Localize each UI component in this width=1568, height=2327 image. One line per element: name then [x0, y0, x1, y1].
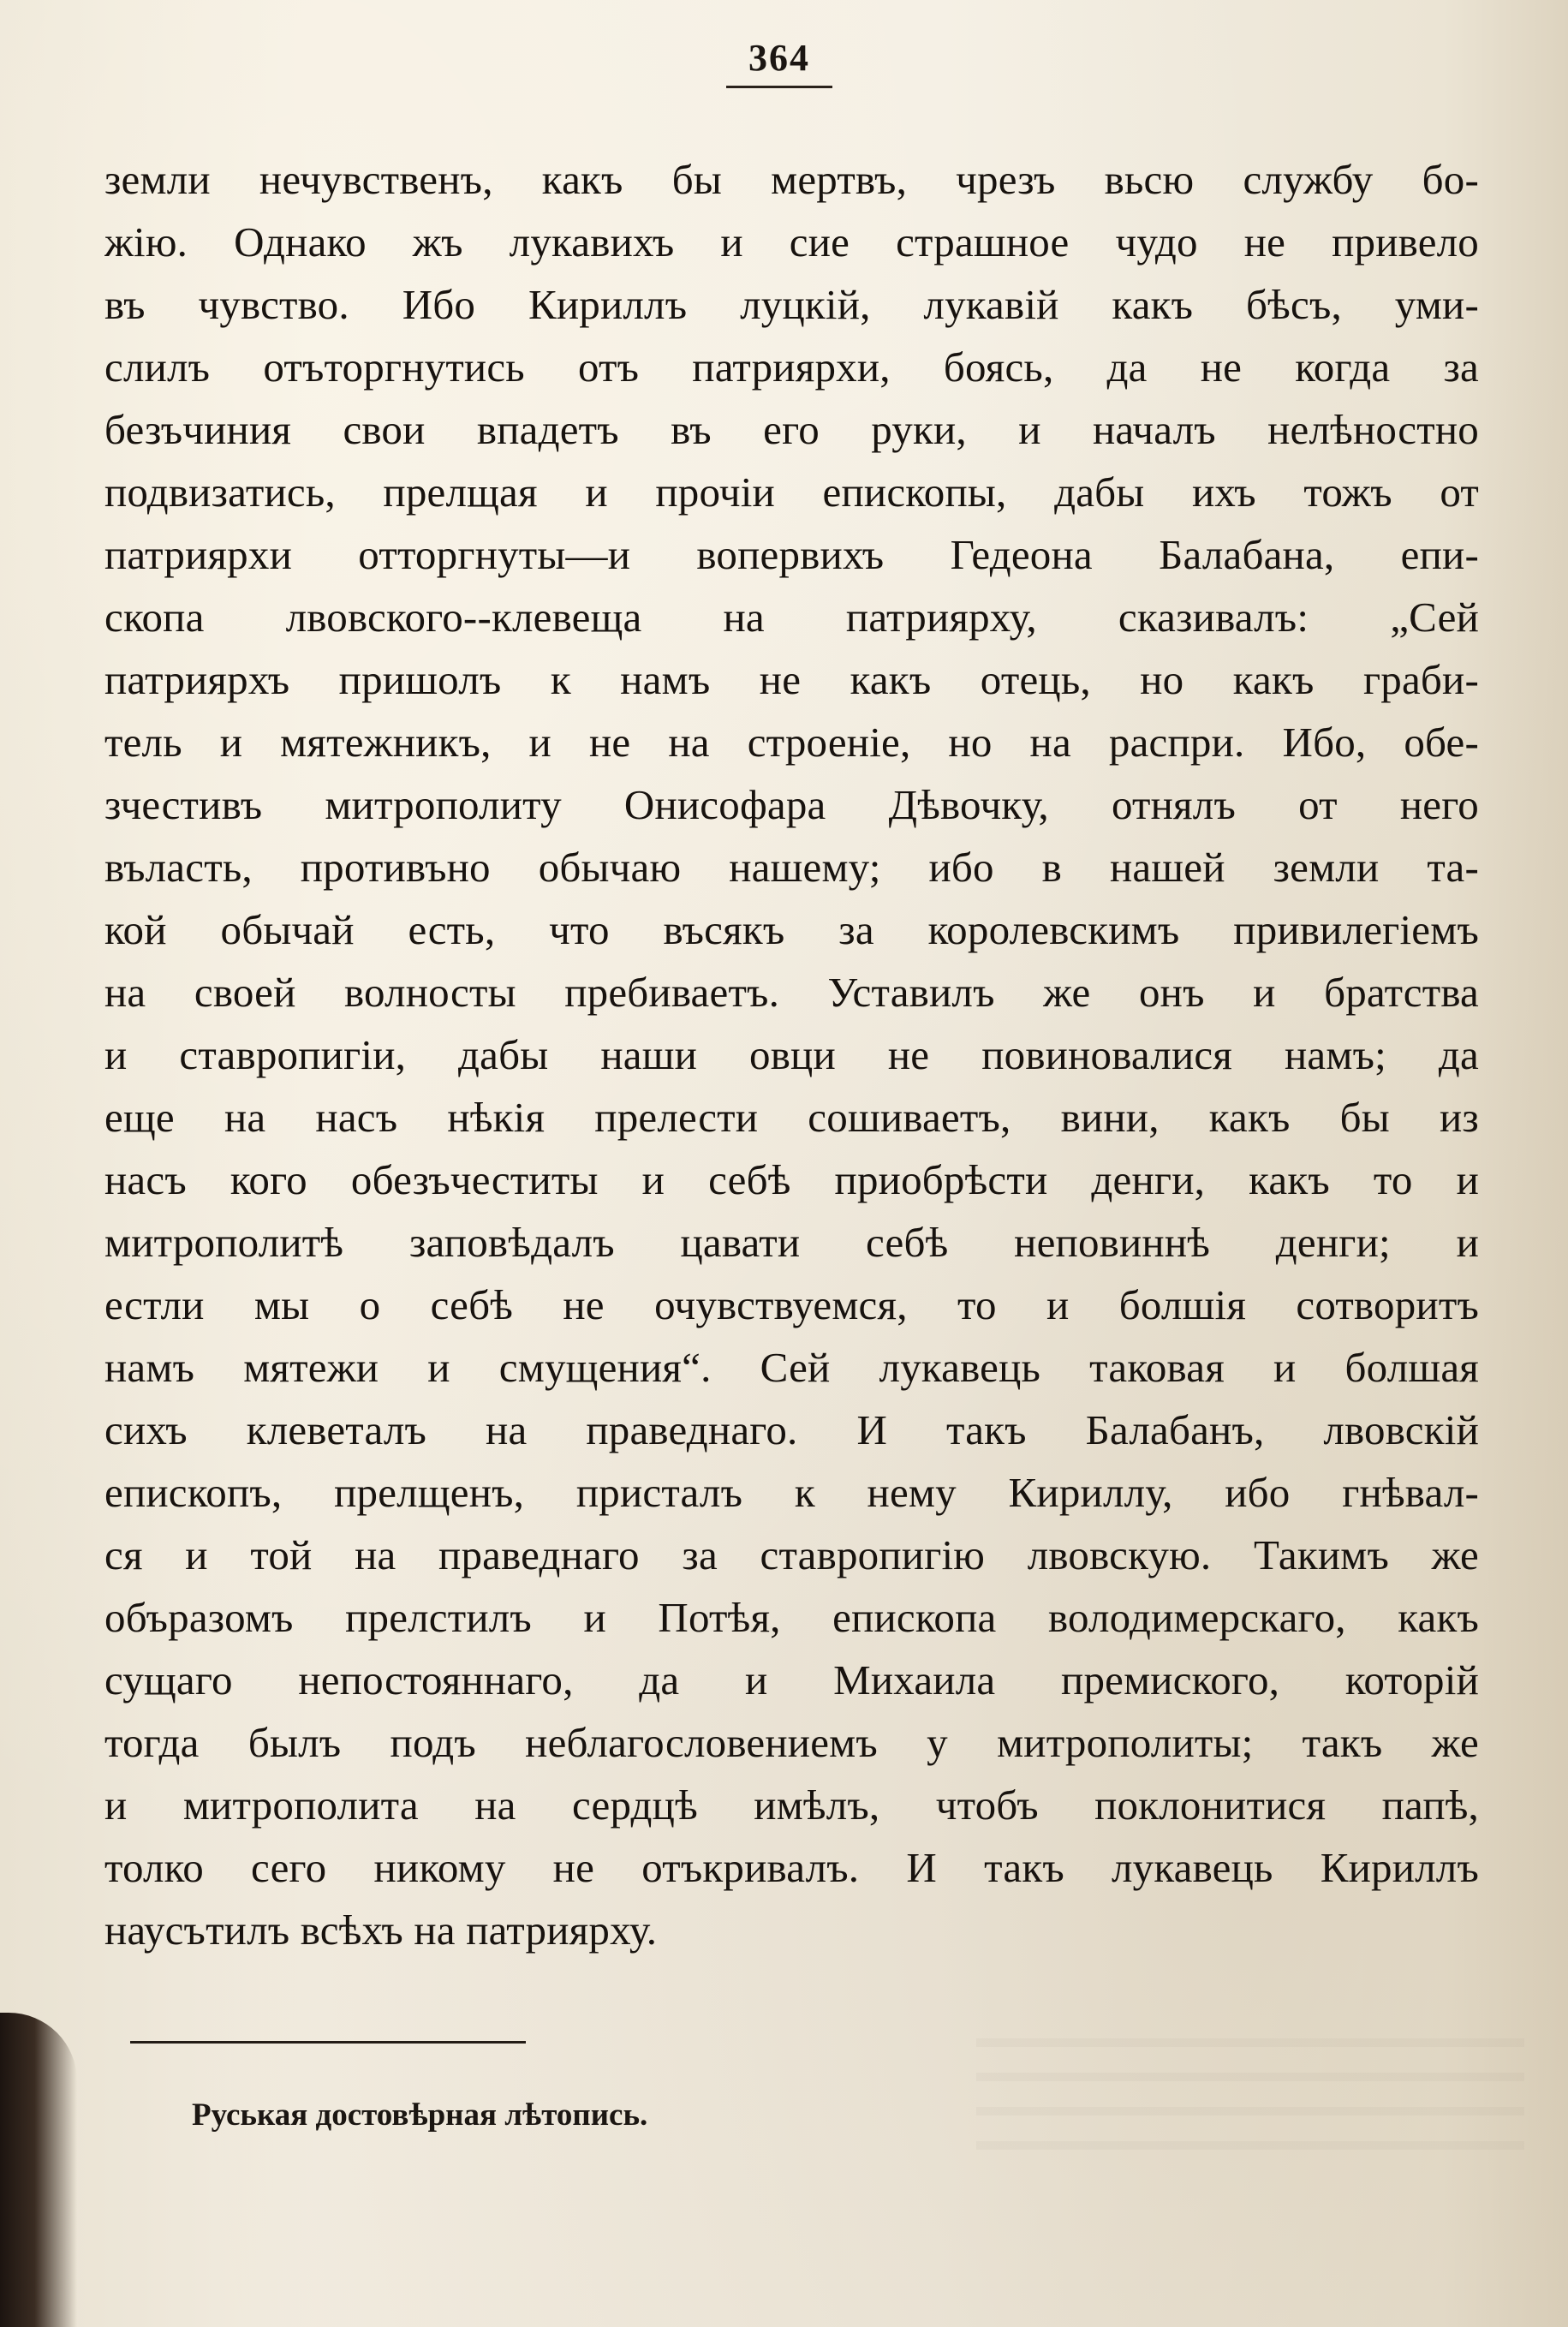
page-number: 364 [748, 37, 810, 79]
text-line: толко сего никому не отъкривалъ. И такъ лукавець Кириллъ [104, 1844, 1479, 1891]
text-line: тогда былъ подъ неблагословениемъ у митрополиты; такъ же [104, 1719, 1479, 1766]
text-line: на своей волносты пребиваетъ. Уставилъ же онъ и братства [104, 969, 1479, 1016]
text-line: сихъ клеветалъ на праведнаго. И такъ Балабанъ, лвовскій [104, 1406, 1479, 1453]
text-line: въ чувство. Ибо Кириллъ луцкій, лукавій какъ бѣсъ, уми- [104, 281, 1479, 328]
text-line: насъ кого обезъчеститы и себѣ приобрѣсти денги, какъ то и [104, 1156, 1479, 1203]
text-line: слилъ отъторгнутись отъ патриярхи, боясь, да не когда за [104, 343, 1479, 391]
body-text [104, 150, 1479, 2034]
text-line: земли нечувственъ, какъ бы мертвъ, чрезъ вьсю службу бо- [104, 156, 1479, 203]
text-line: тель и мятежникъ, и не на строеніе, но на распри. Ибо, обе- [104, 719, 1479, 766]
text-line: и митрополита на сердцѣ имѣлъ, чтобъ поклонитися папѣ, [104, 1781, 1479, 1829]
text-line: безъчиния свои впадетъ въ его руки, и началъ нелѣностно [104, 406, 1479, 453]
text-line: наусътилъ всѣхъ на патриярху. [104, 1906, 658, 1954]
text-line: и ставропигіи, дабы наши овци не повиновалися намъ; да [104, 1031, 1479, 1078]
text-line: въласть, противъно обычаю нашему; ибо в нашей земли та- [104, 844, 1479, 891]
text-line: епископъ, прелщенъ, присталъ к нему Кириллу, ибо гнѣвал- [104, 1469, 1479, 1516]
page-number-underline [726, 86, 832, 88]
text-line: еще на насъ нѣкія прелести сошиваетъ, вини, какъ бы из [104, 1094, 1479, 1141]
text-line: скопа лвовского--клевеща на патриярху, сказивалъ: „Сей [104, 594, 1479, 641]
text-line: жію. Однако жъ лукавихъ и сие страшное чудо не привело [104, 218, 1479, 266]
text-line: естли мы о себѣ не очувствуемся, то и болшія сотворитъ [104, 1281, 1479, 1328]
text-line: сущаго непостояннаго, да и Михаила премиского, которій [104, 1656, 1479, 1703]
footnote-rule [130, 2041, 526, 2044]
text-line: намъ мятежи и смущения“. Сей лукавець таковая и болшая [104, 1344, 1479, 1391]
page-corner-shadow [0, 2013, 77, 2327]
text-line: зчестивъ митрополиту Онисофара Дѣвочку, отнялъ от него [104, 781, 1479, 828]
text-line: подвизатись, прелщая и прочіи епископы, дабы ихъ тожъ от [104, 468, 1479, 516]
text-line: кой обычай есть, что въсякъ за королевскимъ привилегіемъ [104, 906, 1479, 953]
text-line: патриярхъ пришолъ к намъ не какъ отець, но какъ граби- [104, 656, 1479, 703]
text-line: объразомъ прелстилъ и Потѣя, епископа володимерскаго, какъ [104, 1594, 1479, 1641]
text-line: митрополитѣ заповѣдалъ цавати себѣ неповиннѣ денги; и [104, 1219, 1479, 1266]
text-line: патриярхи отторгнуты—и вопервихъ Гедеона Балабана, епи- [104, 531, 1479, 578]
footnote-source: Руськая достовѣрная лѣтопись. [192, 2097, 648, 2133]
text-line: ся и той на праведнаго за ставропигію лвовскую. Такимъ же [104, 1531, 1479, 1578]
show-through-text [976, 2038, 1524, 2158]
